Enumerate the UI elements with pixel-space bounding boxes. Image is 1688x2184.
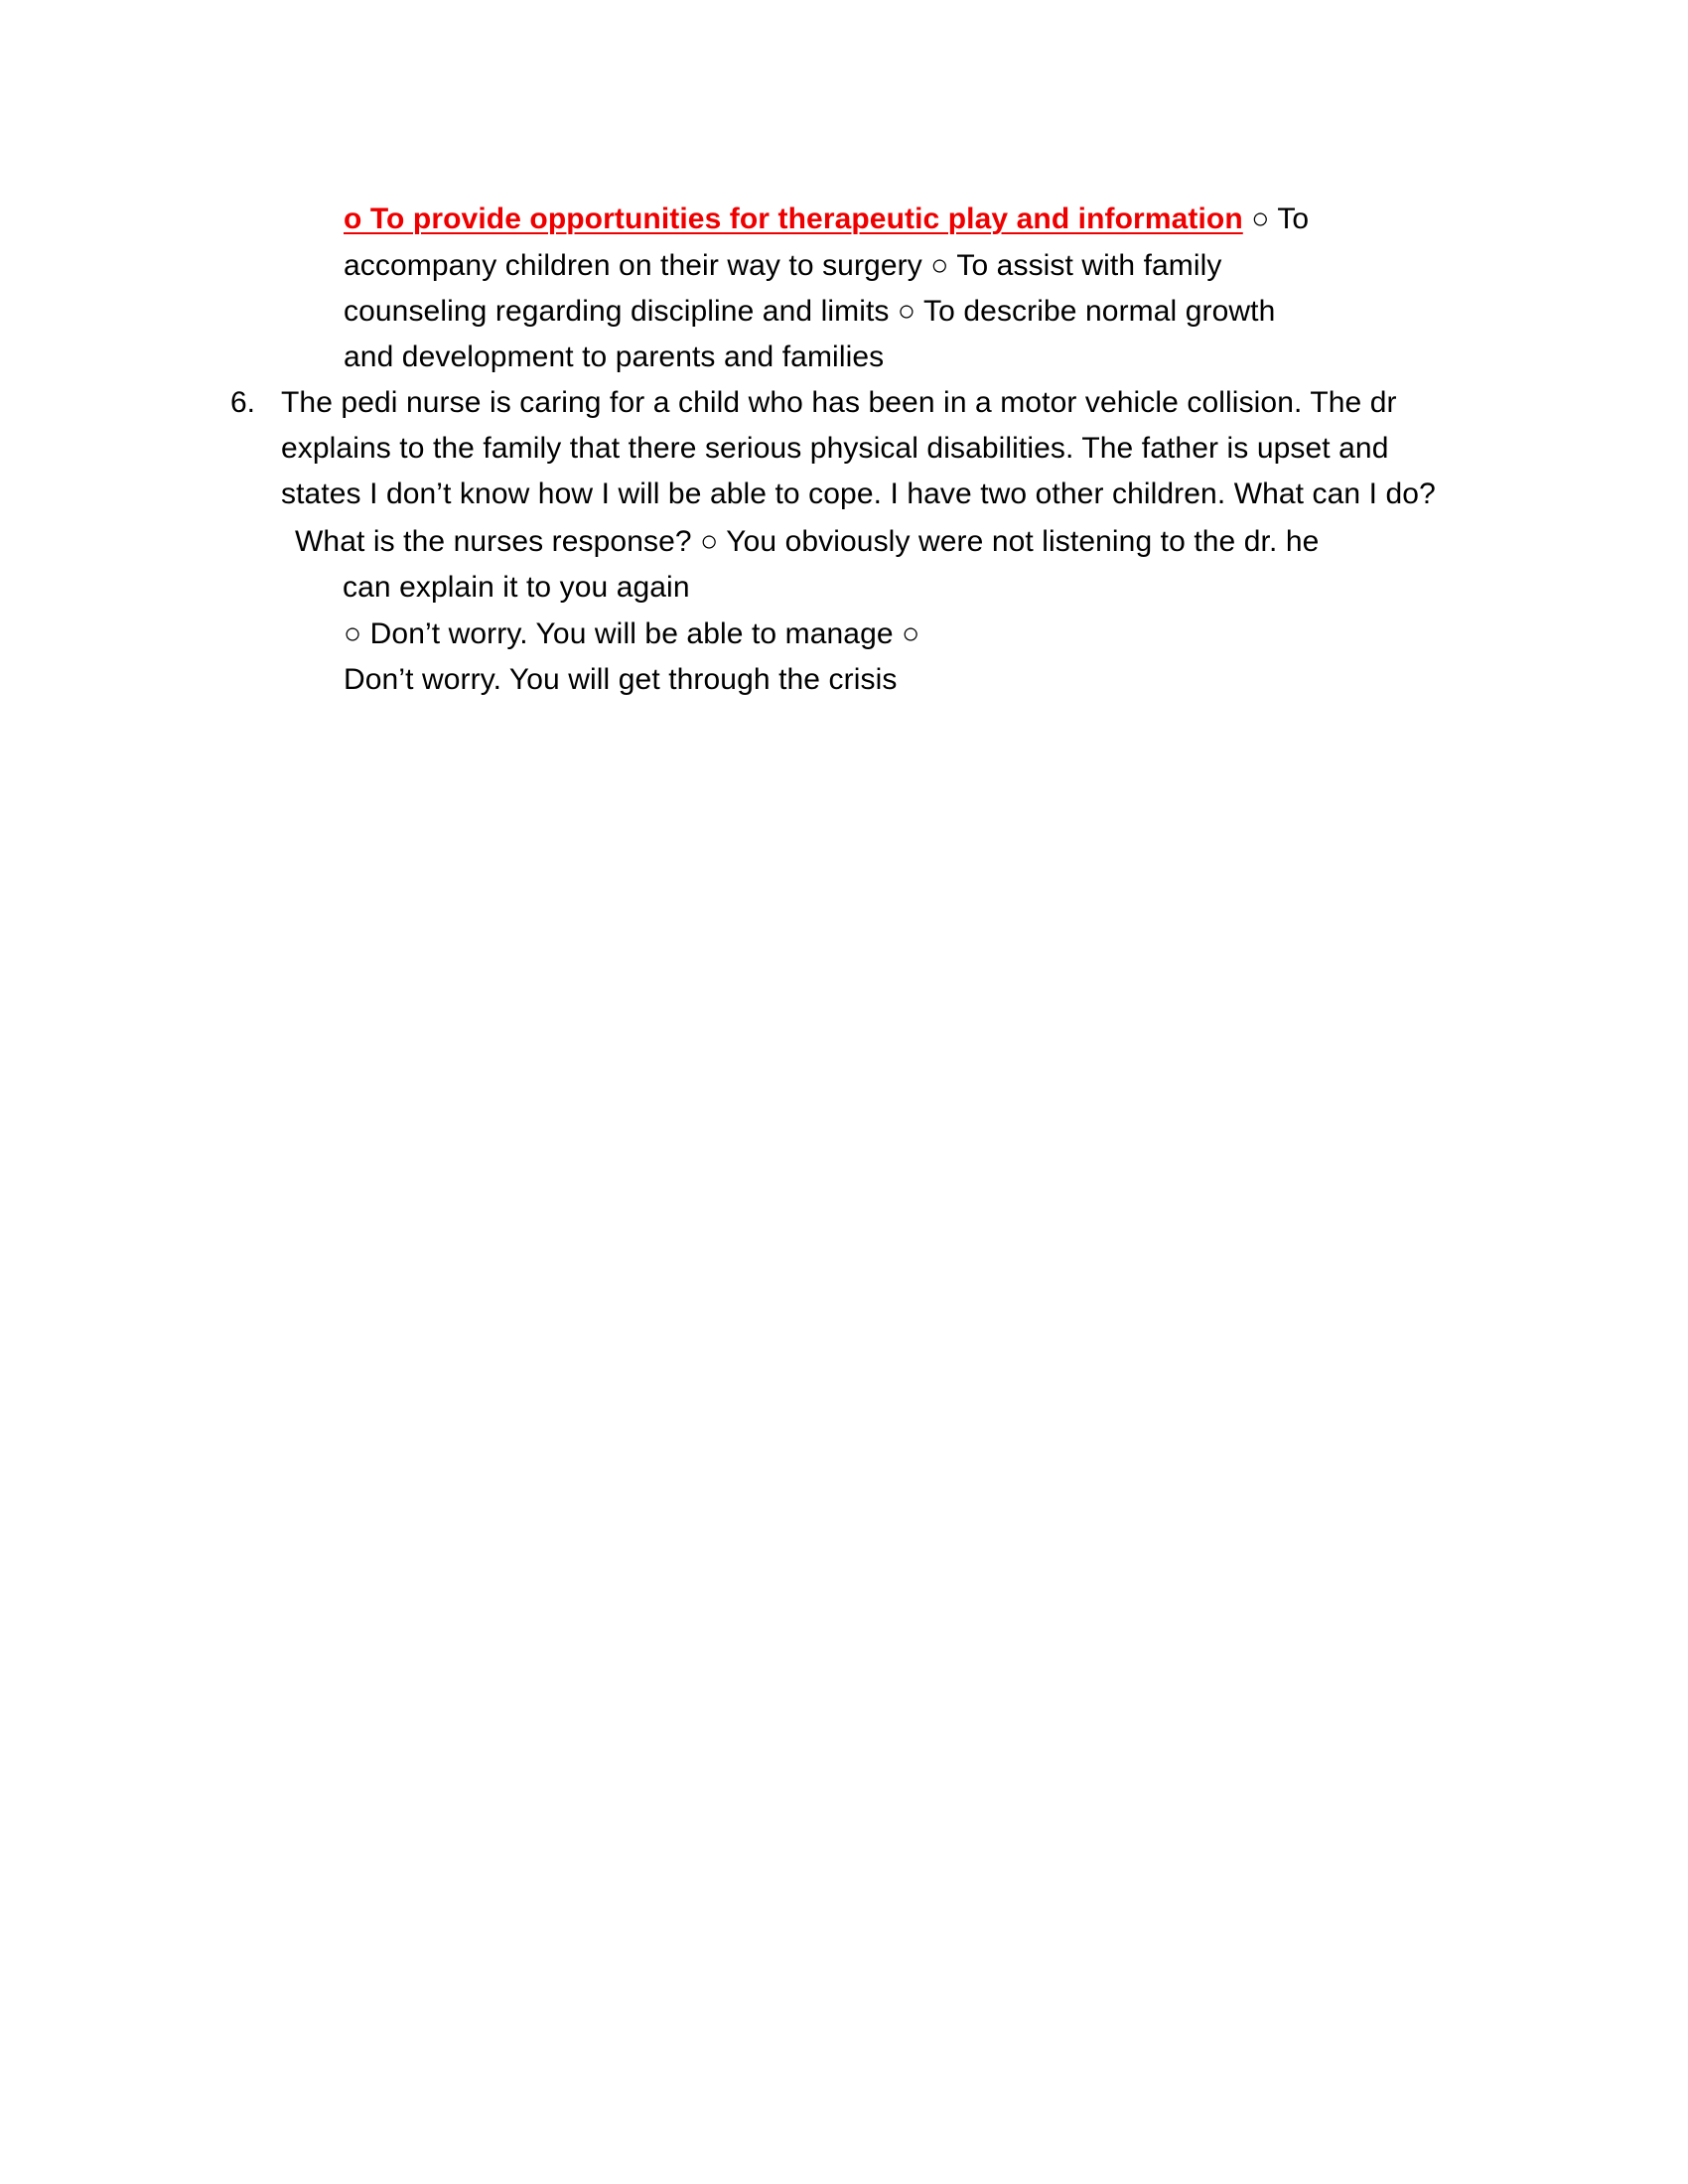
q5-line-2: accompany children on their way to surgery ○ To assist with family: [344, 249, 1222, 282]
q5-line-1: [344, 200, 1309, 239]
q5-line-3: counseling regarding discipline and limits ○ To describe normal growth: [344, 295, 1276, 328]
q6-number: 6.: [230, 386, 256, 419]
q6-line-1: The pedi nurse is caring for a child who has been in a motor vehicle collision. The dr: [281, 386, 1397, 419]
q6-line-2: explains to the family that there serious physical disabilities. The father is upset and: [281, 432, 1389, 465]
q5-correct-answer: o To provide opportunities for therapeutic play and information: [344, 203, 1243, 235]
q5-line-1-tail: ○ To: [1242, 203, 1310, 235]
q6-line-6: ○ Don’t worry. You will be able to manage ○: [344, 617, 920, 650]
q6-line-7: Don’t worry. You will get through the crisis: [344, 663, 898, 696]
q6-line-4: What is the nurses response? ○ You obviously were not listening to the dr. he: [295, 525, 1320, 558]
q6-line-5: can explain it to you again: [343, 571, 690, 604]
q5-line-4: and development to parents and families: [344, 341, 885, 373]
q6-line-3: states I don’t know how I will be able to cope. I have two other children. What can I do?: [281, 478, 1436, 510]
